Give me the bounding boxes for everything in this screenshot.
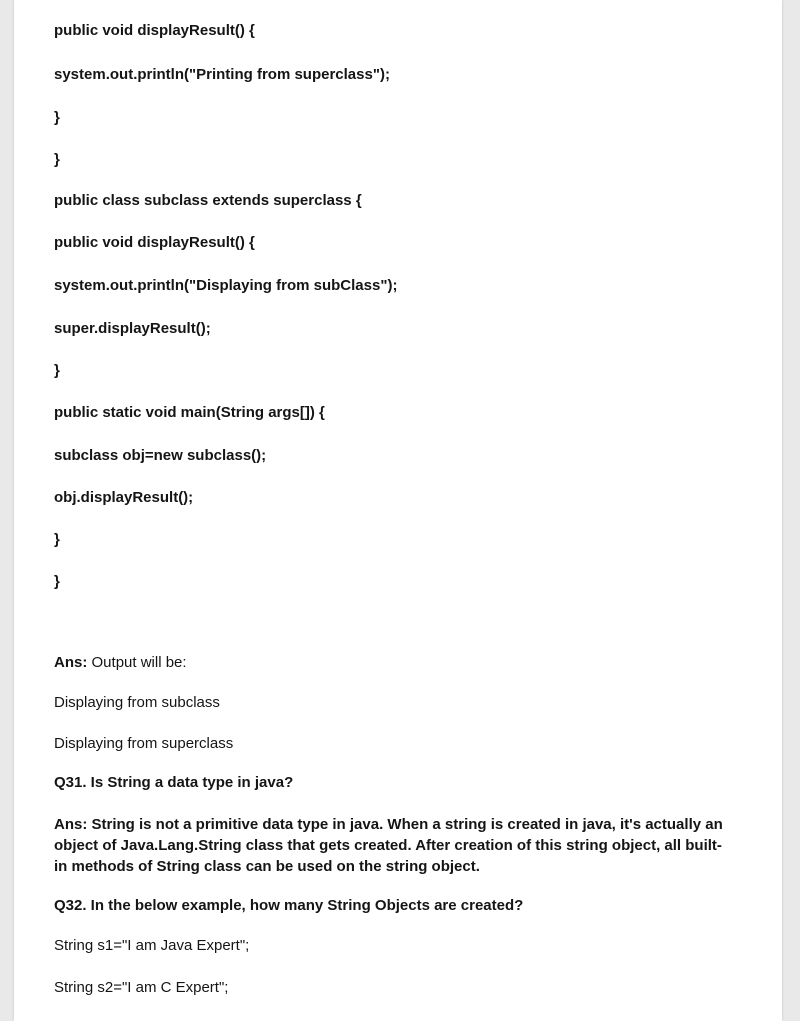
code-line: } [54, 573, 60, 590]
code-line: } [54, 531, 60, 548]
code-line: subclass obj=new subclass(); [54, 447, 267, 464]
code-line: system.out.println("Printing from superclass"); [54, 66, 390, 83]
code-line: String s2="I am C Expert"; [54, 979, 229, 996]
code-line: public void displayResult() { [54, 22, 255, 39]
code-line: } [54, 151, 60, 168]
question-heading: Q32. In the below example, how many String Objects are created? [54, 897, 524, 914]
answer-paragraph: Ans: String is not a primitive data type in java. When a string is created in java, it's actually an object of Java.Lang.String class that gets created. After creation of this string object, all built-in methods of String class can be used on the string object. [54, 816, 723, 875]
question-heading: Q31. Is String a data type in java? [54, 774, 294, 791]
code-line: obj.displayResult(); [54, 489, 194, 506]
document-page [14, 0, 782, 1021]
code-line: } [54, 109, 60, 126]
output-line: Displaying from subclass [54, 694, 220, 711]
code-line: system.out.println("Displaying from subClass"); [54, 277, 398, 294]
output-line: Displaying from superclass [54, 735, 234, 752]
answer-intro [54, 653, 187, 673]
code-line: String s1="I am Java Expert"; [54, 937, 250, 954]
code-line: public class subclass extends superclass { [54, 192, 362, 209]
answer-text: Output will be: [87, 654, 187, 671]
code-line: public void displayResult() { [54, 234, 255, 251]
code-line: public static void main(String args[]) { [54, 404, 325, 421]
code-line: super.displayResult(); [54, 320, 211, 337]
code-line: } [54, 362, 60, 379]
answer-label: Ans: [54, 654, 88, 671]
